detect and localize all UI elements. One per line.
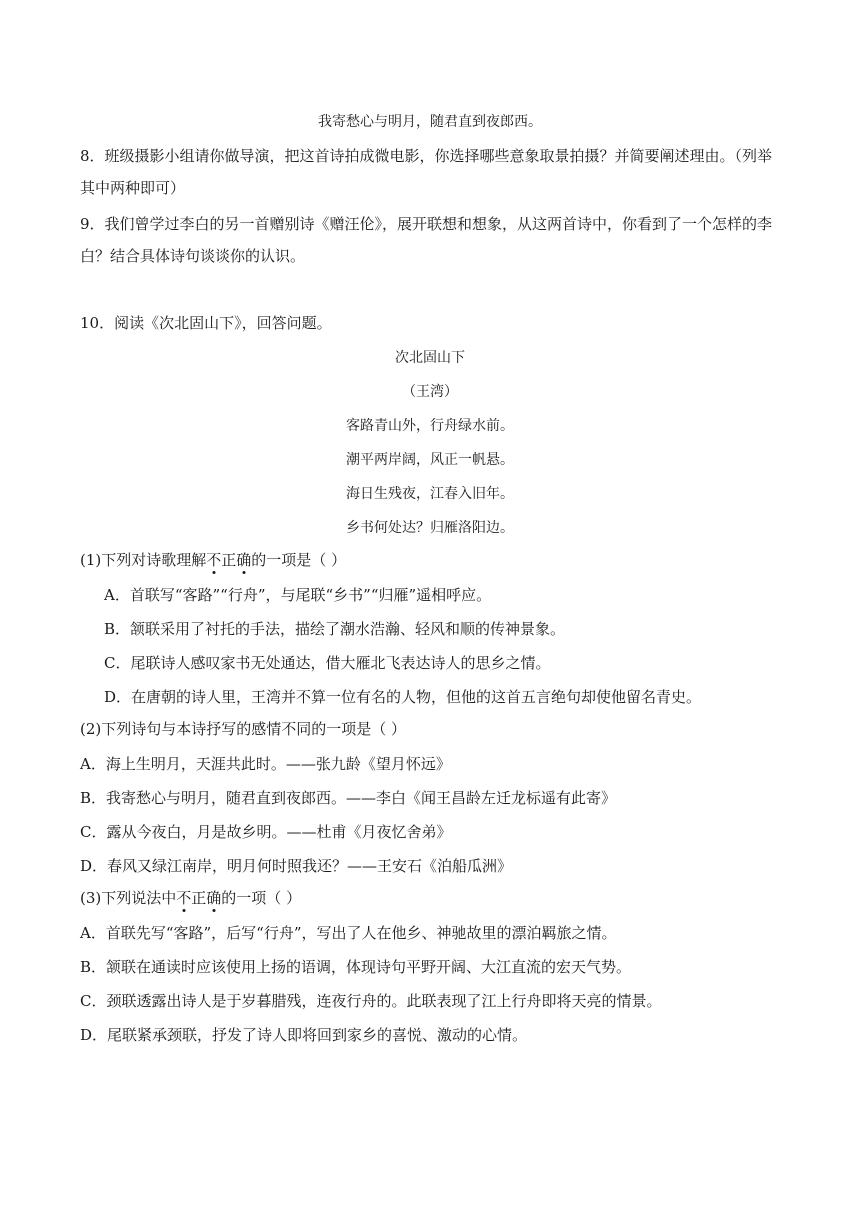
sub-question-3-option-d: D．尾联紧承颈联，抒发了诗人即将回到家乡的喜悦、激动的心情。 (80, 1026, 528, 1044)
poem-line-4: 乡书何处达？归雁洛阳边。 (346, 520, 514, 536)
question-8-line1: 8．班级摄影小组请你做导演，把这首诗拍成微电影，你选择哪些意象取景拍摄？并简要阐述理由。（列举 (80, 147, 773, 165)
emphasis-dot-char: 确 (236, 551, 252, 569)
sub-question-2-stem: (2)下列诗句与本诗抒写的感情不同的一项是（ ） (80, 720, 407, 738)
sub-question-1-option-c: C．尾联诗人感叹家书无处通达，借大雁北飞表达诗人的思乡之情。 (104, 654, 551, 672)
sub-question-1-option-b: B．颔联采用了衬托的手法，描绘了潮水浩瀚、轻风和顺的传神景象。 (104, 620, 566, 638)
question-9-line2: 白？结合具体诗句谈谈你的认识。 (80, 247, 306, 265)
poem-title: 次北固山下 (395, 350, 465, 366)
sub-question-1-stem: (1)下列对诗歌理解不正确的一项是（ ） (80, 551, 347, 569)
poem-line-2: 潮平两岸阔，风正一帆悬。 (346, 452, 514, 468)
question-9-line1: 9．我们曾学过李白的另一首赠别诗《赠汪伦》，展开联想和想象，从这两首诗中，你看到了一个怎样的李 (80, 215, 773, 233)
sub-question-2-option-c: C．露从今夜白，月是故乡明。——杜甫《月夜忆舍弟》 (80, 823, 452, 841)
sub-question-3-option-b: B．颔联在通读时应该使用上扬的语调，体现诗句平野开阔、大江直流的宏天气势。 (80, 958, 632, 976)
sub-question-2-option-b: B．我寄愁心与明月，随君直到夜郎西。——李白《闻王昌龄左迁龙标遥有此寄》 (80, 789, 617, 807)
sub-question-1-option-a: A．首联写“客路”“行舟”，与尾联“乡书”“归雁”遥相呼应。 (104, 586, 492, 604)
emphasis-dot-char: 不 (206, 551, 222, 569)
sub-question-1-option-d: D．在唐朝的诗人里，王湾并不算一位有名的人物，但他的这首五言绝句却使他留名青史。 (104, 688, 702, 706)
poem-line-1: 客路青山外，行舟绿水前。 (346, 418, 514, 434)
sub-question-2-option-d: D．春风又绿江南岸，明月何时照我还？——王安石《泊船瓜洲》 (80, 857, 513, 875)
sub-question-3-option-c: C．颈联透露出诗人是于岁暮腊残，连夜行舟的。此联表现了江上行舟即将天亮的情景。 (80, 992, 662, 1010)
sub-question-2-option-a: A．海上生明月，天涯共此时。——张九龄《望月怀远》 (80, 755, 451, 773)
sub-question-3-option-a: A．首联先写“客路”，后写“行舟”，写出了人在他乡、神驰故里的漂泊羁旅之情。 (80, 924, 617, 942)
previous-poem-last-line: 我寄愁心与明月，随君直到夜郎西。 (318, 114, 542, 130)
poem-author: （王湾） (402, 384, 458, 400)
emphasis-dot-char: 确 (206, 889, 222, 907)
poem-line-3: 海日生残夜，江春入旧年。 (346, 486, 514, 502)
emphasis-dot-char: 不 (176, 889, 192, 907)
question-10-intro: 10．阅读《次北固山下》，回答问题。 (80, 314, 332, 332)
question-8-line2: 其中两种即可） (80, 179, 186, 197)
sub-question-3-stem: (3)下列说法中不正确的一项（ ） (80, 889, 302, 907)
